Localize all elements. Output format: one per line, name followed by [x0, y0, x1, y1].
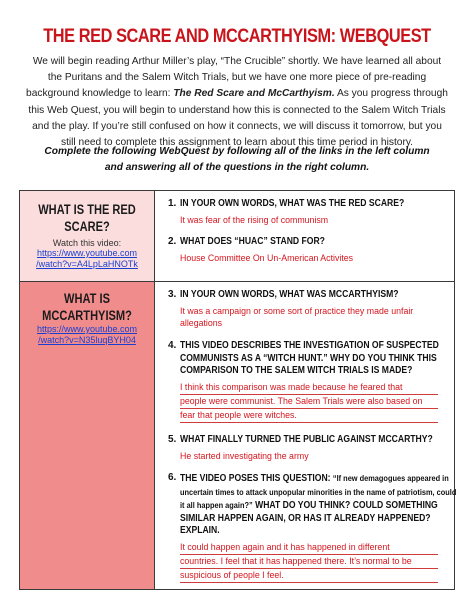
- answer-text: [180, 541, 450, 583]
- answer-line: It could happen again and it has happened in different: [180, 541, 438, 555]
- question-quote: uncertain times to attack unpopular minorities in the name of patriotism, could: [180, 486, 457, 497]
- link-line[interactable]: https://www.youtube.com: [36, 248, 138, 258]
- intro-text-2: As you progress through this Web Quest, you will begin to understand how this is connected to the Salem Witch Trials and the play. If you’re still confused on how it connects, we will discuss it tomorrow, but you still need to complete this assignment to learn about this time period in history.: [28, 88, 448, 149]
- question-1: [168, 198, 450, 226]
- question-prefix: THE VIDEO POSES THIS QUESTION:: [180, 473, 333, 484]
- heading-line: SCARE?: [64, 219, 110, 234]
- question-text: [180, 340, 460, 378]
- question-text: WHAT DOES “HUAC” STAND FOR?: [180, 236, 325, 247]
- question-quote: it all happen again?”: [180, 500, 253, 510]
- question-number: 4.: [168, 340, 177, 351]
- heading-line: MCCARTHYISM?: [42, 308, 132, 323]
- answer-line: countries. I feel that it has happened there. It’s normal to be: [180, 555, 438, 569]
- answer-line: fear that people were witches.: [180, 409, 438, 423]
- red-scare-heading: [32, 201, 142, 235]
- question-number: 5.: [168, 434, 177, 445]
- link-line[interactable]: /watch?v=N35luqBYH04: [38, 335, 136, 345]
- page-title: THE RED SCARE AND MCCARTHYISM: WEBQUEST: [43, 26, 431, 47]
- question-line: THIS VIDEO DESCRIBES THE INVESTIGATION OF SUSPECTED: [180, 340, 439, 351]
- mccarthyism-heading: [32, 290, 142, 324]
- video-link-red-scare[interactable]: [20, 248, 154, 270]
- watch-label: Watch this video:: [52, 238, 122, 248]
- question-text: [180, 472, 460, 538]
- question-quote: “If new demagogues appeared in: [332, 473, 449, 483]
- question-6: [168, 472, 457, 583]
- table-row: [20, 191, 454, 282]
- answer-text: [180, 450, 450, 463]
- instructions: Complete the following WebQuest by following all of the links in the left column and answering all of the questions in the right column.: [44, 146, 430, 173]
- answer-line: allegations: [180, 318, 223, 329]
- question-number: 3.: [168, 289, 177, 300]
- heading-line: WHAT IS THE RED: [38, 202, 136, 217]
- question-line: COMMUNISTS AS A “WITCH HUNT.” WHY DO YOU THINK THIS: [180, 352, 437, 364]
- video-link-mccarthyism[interactable]: [20, 324, 154, 346]
- link-line[interactable]: /watch?v=A4LpLaHNOTk: [36, 259, 138, 269]
- intro-paragraph: [26, 54, 448, 151]
- answer-text: [180, 252, 450, 265]
- answer-text: [180, 214, 450, 227]
- question-line: SIMILAR HAPPEN AGAIN, OR HAS IT ALREADY HAPPENED? EXPLAIN.: [180, 512, 431, 536]
- intro-text-1: We will begin reading Arthur Miller’s play, “The Crucible” shortly. We have learned all about the Puritans and the Salem Witch Trials, but we have one more piece of pre-reading background knowledge to learn:: [26, 56, 442, 100]
- webquest-table: [19, 190, 455, 590]
- question-text: IN YOUR OWN WORDS, WHAT WAS THE RED SCARE?: [180, 198, 405, 209]
- question-line: COMPARISON TO THE SALEM WITCH TRIALS IS MADE?: [180, 365, 413, 376]
- answer-line: He started investigating the army: [180, 450, 309, 461]
- answer-line: suspicious of people I feel.: [180, 569, 438, 583]
- question-line: WHAT DO YOU THINK? COULD SOMETHING: [252, 500, 438, 511]
- question-number: 6.: [168, 472, 177, 483]
- mccarthyism-cell: [20, 282, 155, 589]
- question-text: IN YOUR OWN WORDS, WHAT WAS MCCARTHYISM?: [180, 289, 399, 300]
- question-number: 2.: [168, 236, 177, 247]
- intro-bold-topic: The Red Scare and McCarthyism.: [173, 88, 335, 100]
- answer-text: [180, 381, 450, 423]
- question-4: [168, 340, 450, 423]
- question-number: 1.: [168, 198, 177, 209]
- question-text: WHAT FINALLY TURNED THE PUBLIC AGAINST MCCARTHY?: [180, 434, 433, 445]
- question-5: [168, 434, 450, 462]
- red-scare-cell: [20, 191, 155, 281]
- answer-line: people were communist. The Salem Trials were also based on: [180, 395, 438, 409]
- answer-line: It was fear of the rising of communism: [180, 214, 329, 225]
- question-2: [168, 236, 450, 264]
- question-3: [168, 289, 450, 330]
- answer-text: [180, 305, 450, 330]
- answer-line: House Committee On Un-American Activites: [180, 252, 354, 263]
- answer-line: It was a campaign or some sort of practice they made unfair: [180, 305, 414, 316]
- link-line[interactable]: https://www.youtube.com: [36, 324, 138, 334]
- table-row: [20, 282, 457, 589]
- heading-line: WHAT IS: [64, 291, 110, 306]
- answer-line: I think this comparison was made because he feared that: [180, 381, 438, 395]
